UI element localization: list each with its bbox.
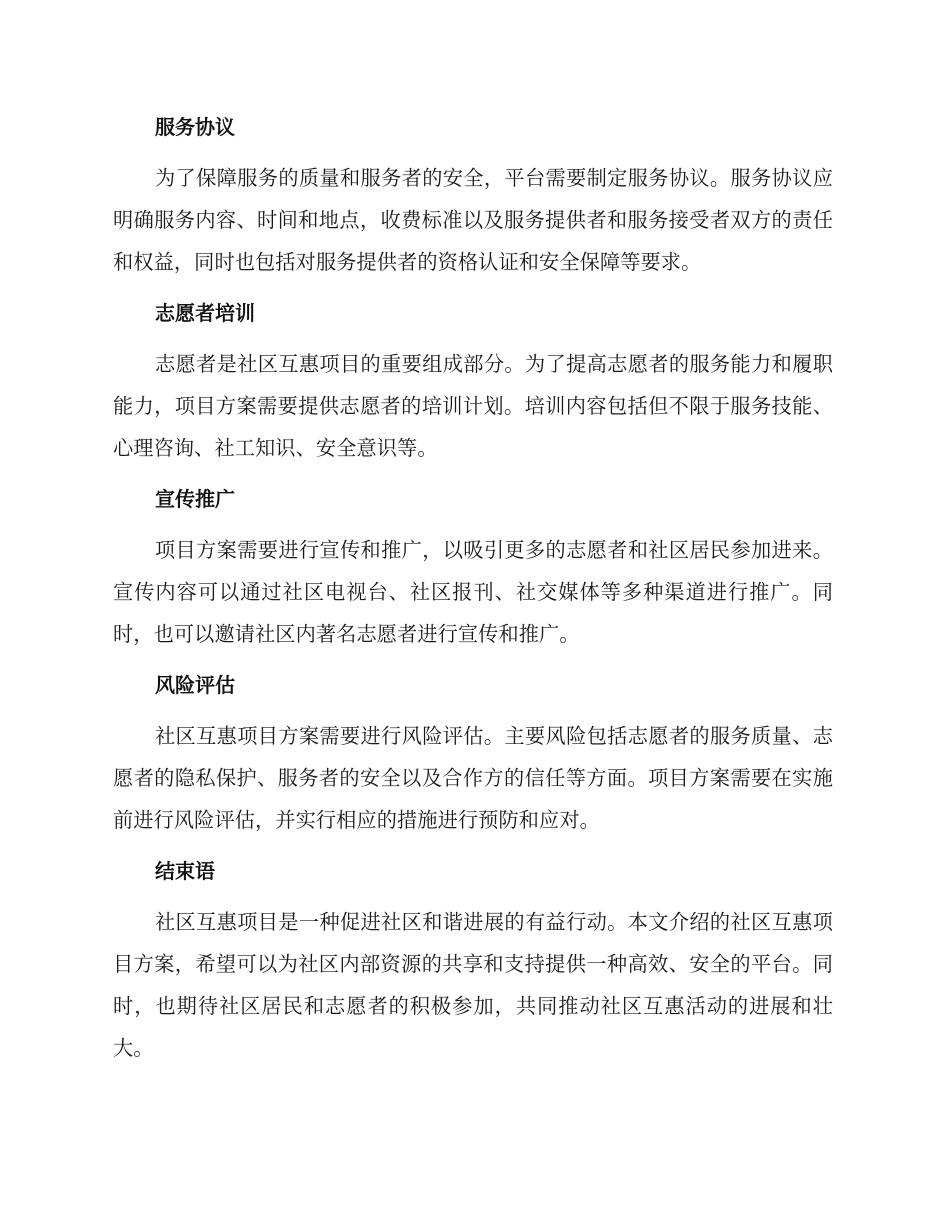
section-heading: 结束语 bbox=[155, 859, 215, 883]
section-heading: 宣传推广 bbox=[155, 487, 235, 511]
section-conclusion bbox=[113, 849, 833, 1069]
section-service-agreement bbox=[113, 105, 833, 283]
section-promotion bbox=[113, 477, 833, 655]
section-heading: 风险评估 bbox=[155, 673, 235, 697]
section-heading: 志愿者培训 bbox=[155, 301, 255, 325]
section-paragraph: 社区互惠项目方案需要进行风险评估。主要风险包括志愿者的服务质量、志愿者的隐私保护、服务者的安全以及合作方的信任等方面。项目方案需要在实施前进行风险评估，并实行相应的措施进行预防和应对。 bbox=[113, 724, 833, 832]
document-content bbox=[113, 105, 833, 1077]
section-paragraph: 志愿者是社区互惠项目的重要组成部分。为了提高志愿者的服务能力和履职能力，项目方案需要提供志愿者的培训计划。培训内容包括但不限于服务技能、心理咨询、社工知识、安全意识等。 bbox=[113, 352, 833, 460]
section-volunteer-training bbox=[113, 291, 833, 469]
section-heading: 服务协议 bbox=[155, 115, 235, 139]
section-paragraph: 项目方案需要进行宣传和推广，以吸引更多的志愿者和社区居民参加进来。宣传内容可以通过社区电视台、社区报刊、社交媒体等多种渠道进行推广。同时，也可以邀请社区内著名志愿者进行宣传和推广。 bbox=[113, 538, 833, 646]
section-paragraph: 为了保障服务的质量和服务者的安全，平台需要制定服务协议。服务协议应明确服务内容、时间和地点，收费标准以及服务提供者和服务接受者双方的责任和权益，同时也包括对服务提供者的资格认证和安全保障等要求。 bbox=[113, 166, 833, 274]
section-risk-assessment bbox=[113, 663, 833, 841]
section-paragraph: 社区互惠项目是一种促进社区和谐进展的有益行动。本文介绍的社区互惠项目方案，希望可以为社区内部资源的共享和支持提供一种高效、安全的平台。同时，也期待社区居民和志愿者的积极参加，共同推动社区互惠活动的进展和壮大。 bbox=[113, 910, 833, 1060]
